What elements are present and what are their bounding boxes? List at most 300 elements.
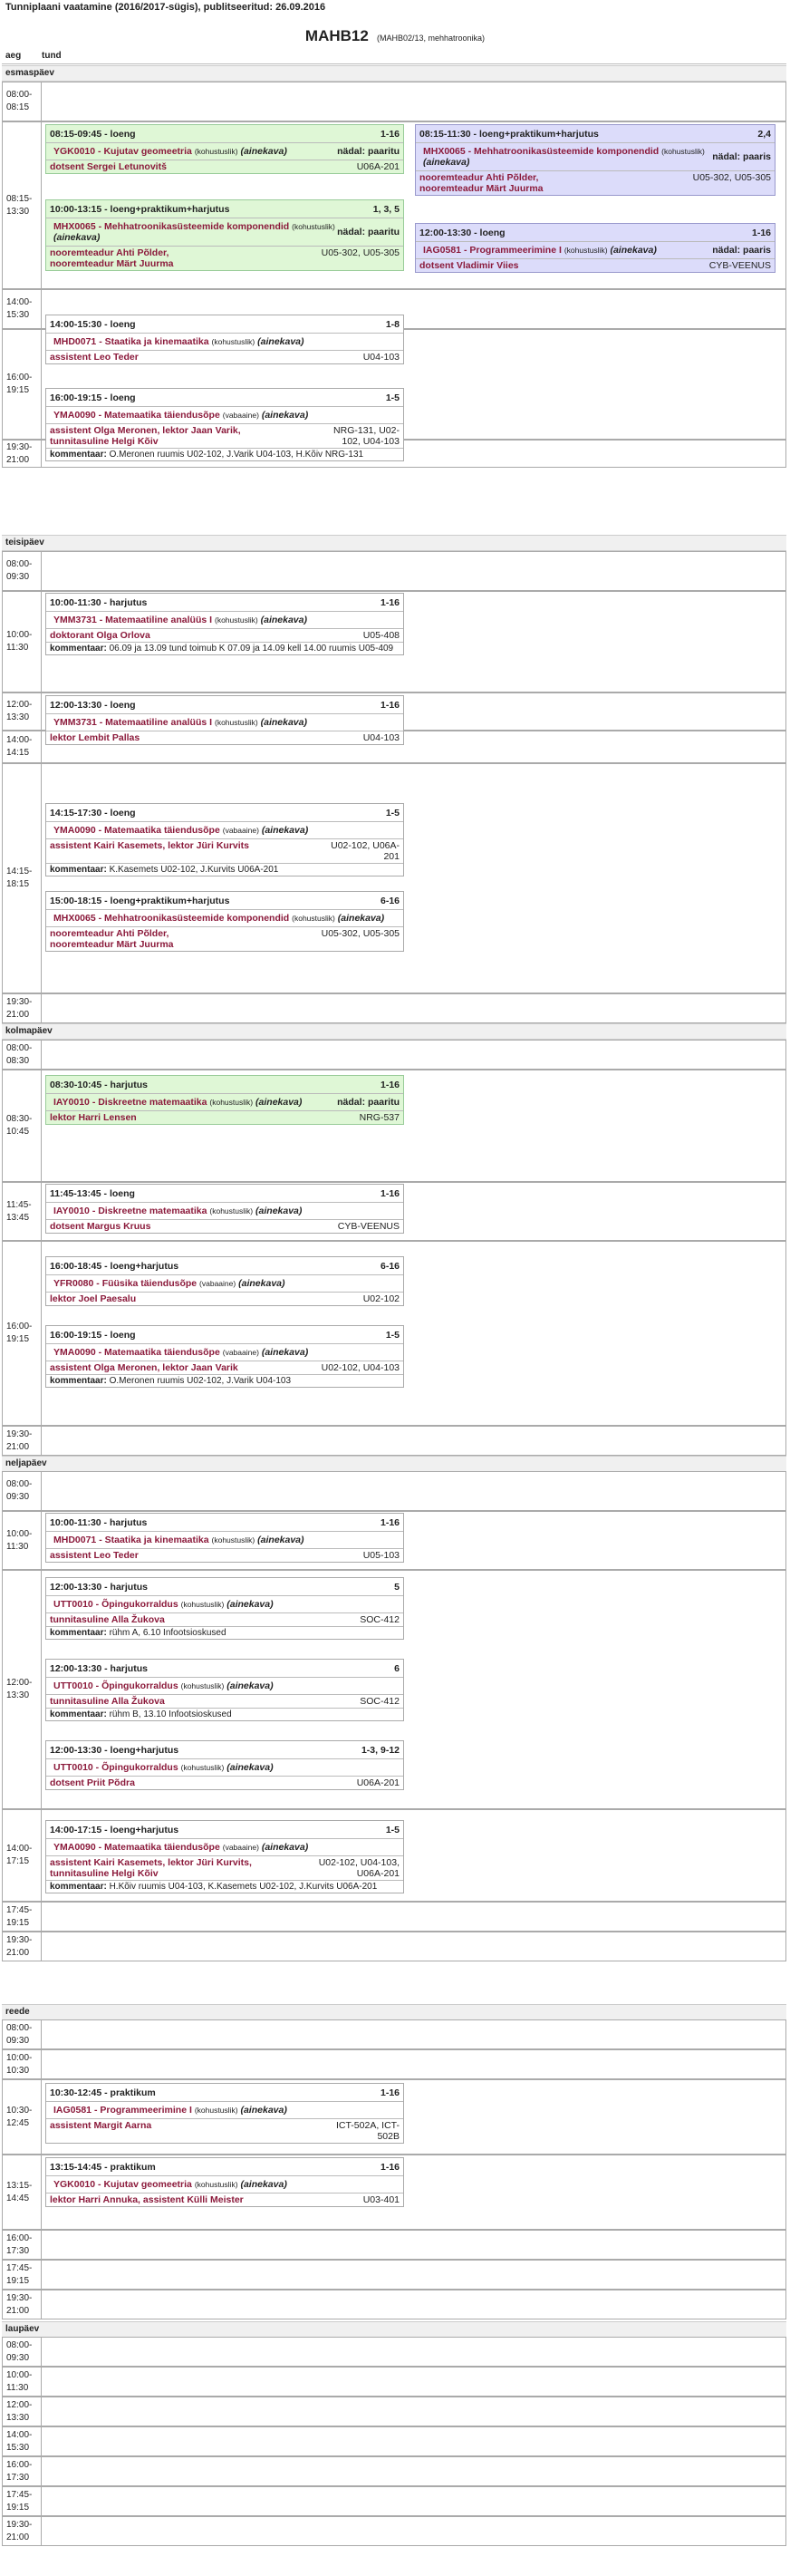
lesson-card[interactable]	[415, 223, 776, 273]
ainekava-link[interactable]: (ainekava)	[240, 2105, 287, 2116]
subject-type: (vabaaine)	[222, 1843, 259, 1852]
subject-link[interactable]	[419, 144, 712, 169]
teacher-link[interactable]: nooremteadur Märt Juurma	[50, 258, 174, 269]
time-slot: 12:00- 13:30	[2, 2397, 42, 2426]
time-slot: 16:00- 17:30	[2, 2230, 42, 2260]
ainekava-link[interactable]: (ainekava)	[260, 717, 307, 728]
lesson-weeks: 1-5	[385, 392, 400, 403]
comment-text: H.Kõiv ruumis U04-103, K.Kasemets U02-102, J.Kurvits U06A-201	[109, 1882, 378, 1892]
subject-type: (kohustuslik)	[564, 246, 608, 255]
time-slot: 10:00- 11:30	[2, 2367, 42, 2397]
group-subtitle: (MAHB02/13, mehhatroonika)	[377, 34, 486, 43]
subject-name[interactable]: MHD0071 - Staatika ja kinemaatika	[53, 1535, 212, 1545]
lesson-card[interactable]	[45, 1659, 404, 1721]
teacher-link[interactable]: assistent Kairi Kasemets, lektor Jüri Kurvits,	[50, 1857, 252, 1868]
subject-link[interactable]	[50, 334, 304, 349]
subject-type: (vabaaine)	[222, 826, 259, 835]
slot-cell	[42, 2426, 786, 2456]
subject-link[interactable]	[50, 219, 337, 245]
subject-row	[46, 714, 403, 731]
teacher-link[interactable]: nooremteadur Märt Juurma	[50, 939, 174, 950]
lesson-header	[46, 2084, 403, 2102]
week-parity: nädal: paaris	[712, 151, 771, 162]
lesson-time: 08:15-09:45 - loeng	[50, 128, 136, 140]
slot-cell	[42, 2367, 786, 2397]
subject-row	[46, 407, 403, 423]
lesson-card[interactable]	[45, 315, 404, 364]
time-slot: 14:00- 15:30	[2, 2426, 42, 2456]
room: SOC-412	[360, 1696, 400, 1707]
time-slot: 12:00- 13:30	[2, 692, 42, 731]
lesson-weeks: 1-16	[380, 1187, 400, 1199]
comment	[46, 1374, 403, 1387]
col-aeg: aeg	[5, 51, 22, 61]
subject-type: (kohustuslik)	[292, 914, 335, 923]
subject-row	[46, 334, 403, 350]
teacher-link[interactable]: assistent Margit Aarna	[50, 2120, 152, 2131]
subject-link[interactable]	[50, 144, 287, 159]
slot-cell	[42, 2230, 786, 2260]
teacher-link[interactable]: lektor Lembit Pallas	[50, 732, 140, 743]
subject-type: (vabaaine)	[199, 1279, 236, 1288]
comment-text: 06.09 ja 13.09 tund toimub K 07.09 ja 14.09 kell 14.00 ruumis U05-409	[109, 644, 394, 654]
lesson-header	[46, 315, 403, 334]
ainekava-link[interactable]: (ainekava)	[423, 157, 470, 168]
lesson-card[interactable]	[45, 124, 404, 174]
subject-link[interactable]	[50, 2177, 287, 2192]
lesson-time: 12:00-13:30 - harjutus	[50, 1662, 148, 1674]
subject-link[interactable]	[419, 243, 657, 257]
time-slot: 08:00- 08:15	[2, 82, 42, 121]
teacher-row	[46, 1855, 403, 1880]
lesson-card[interactable]	[45, 1513, 404, 1563]
lesson-time: 13:15-14:45 - praktikum	[50, 2161, 156, 2173]
subject-name[interactable]: YMM3731 - Matemaatiline analüüs I	[53, 717, 215, 728]
col-tund: tund	[42, 51, 62, 61]
ainekava-link[interactable]: (ainekava)	[260, 615, 307, 625]
lesson-card[interactable]	[45, 1577, 404, 1640]
teacher-link[interactable]: tunnitasuline Alla Žukova	[50, 1696, 165, 1707]
time-slot: 12:00- 13:30	[2, 1570, 42, 1809]
subject-name[interactable]: IAG0581 - Programmeerimine I	[423, 245, 564, 256]
lesson-card[interactable]	[45, 1740, 404, 1790]
time-slot: 08:00- 09:30	[2, 1471, 42, 1511]
room: U03-401	[362, 2194, 400, 2205]
teacher-link[interactable]: dotsent Vladimir Viies	[419, 260, 519, 271]
lesson-header	[46, 1578, 403, 1596]
ainekava-link[interactable]: (ainekava)	[226, 1680, 274, 1691]
lesson-time: 10:30-12:45 - praktikum	[50, 2087, 156, 2098]
day-header: kolmapäev	[2, 1023, 786, 1040]
week-parity: nädal: paaritu	[337, 146, 400, 157]
lesson-weeks: 1-16	[751, 227, 771, 238]
subject-name[interactable]: IAG0581 - Programmeerimine I	[53, 2105, 195, 2116]
subject-row	[46, 612, 403, 628]
subject-link[interactable]	[50, 1095, 302, 1109]
teacher-block	[50, 247, 174, 269]
teacher-block	[50, 1777, 135, 1788]
teacher-block	[50, 2194, 244, 2205]
comment-label: kommentaar:	[50, 644, 110, 654]
day-header: esmaspäev	[2, 65, 786, 82]
lesson-card[interactable]	[45, 1184, 404, 1234]
teacher-block	[50, 425, 241, 447]
ainekava-link[interactable]: (ainekava)	[255, 1206, 303, 1216]
time-slot: 19:30- 21:00	[2, 993, 42, 1023]
lesson-card[interactable]	[415, 124, 776, 196]
lesson-card[interactable]	[45, 2157, 404, 2207]
ainekava-link[interactable]: (ainekava)	[261, 1842, 309, 1853]
teacher-row	[46, 423, 403, 448]
lesson-weeks: 1-5	[385, 807, 400, 818]
time-slot: 19:30- 21:00	[2, 2290, 42, 2319]
lesson-weeks: 1-16	[380, 596, 400, 608]
teacher-block	[50, 928, 174, 950]
teacher-row	[46, 1361, 403, 1374]
teacher-link[interactable]: dotsent Sergei Letunovitš	[50, 161, 167, 172]
lesson-header	[46, 125, 403, 143]
subject-type: (vabaaine)	[222, 1348, 259, 1357]
lesson-weeks: 2,4	[757, 128, 771, 140]
lesson-card[interactable]	[45, 1075, 404, 1125]
subject-type: (kohustuslik)	[180, 1600, 225, 1609]
subject-link[interactable]	[50, 1840, 308, 1855]
slot-cell	[42, 2049, 786, 2079]
lesson-card[interactable]	[45, 695, 404, 745]
ainekava-link[interactable]: (ainekava)	[261, 410, 309, 421]
room: CYB-VEENUS	[337, 1221, 400, 1232]
lesson-header	[46, 1741, 403, 1759]
teacher-row	[46, 1548, 403, 1562]
time-slot: 10:00- 11:30	[2, 591, 42, 692]
comment-label: kommentaar:	[50, 865, 110, 875]
lesson-card[interactable]	[45, 1256, 404, 1306]
lesson-header	[46, 389, 403, 407]
ainekava-link[interactable]: (ainekava)	[240, 146, 287, 157]
week-parity: nädal: paaritu	[337, 227, 400, 237]
teacher-row	[416, 170, 775, 195]
subject-type: (kohustuslik)	[214, 718, 258, 727]
teacher-link[interactable]: assistent Leo Teder	[50, 352, 139, 363]
comment	[46, 1626, 403, 1639]
ainekava-link[interactable]: (ainekava)	[240, 2179, 287, 2190]
subject-type: (kohustuslik)	[661, 147, 705, 156]
lesson-header	[46, 1821, 403, 1839]
time-slot: 19:30- 21:00	[2, 1932, 42, 1961]
subject-name[interactable]: MHX0065 - Mehhatroonikasüsteemide komponendid	[423, 146, 662, 157]
subject-name[interactable]: YGK0010 - Kujutav geomeetria	[53, 2179, 195, 2190]
lesson-weeks: 1-5	[385, 1329, 400, 1341]
teacher-link[interactable]: assistent Leo Teder	[50, 1550, 139, 1561]
lesson-card[interactable]	[45, 593, 404, 655]
ainekava-link[interactable]: (ainekava)	[238, 1278, 285, 1289]
comment	[46, 1880, 403, 1893]
slot-cell	[42, 2486, 786, 2516]
lesson-weeks: 1-16	[380, 2087, 400, 2098]
header-divider	[2, 63, 786, 64]
subject-name[interactable]: MHD0071 - Staatika ja kinemaatika	[53, 336, 212, 347]
slot-cell	[42, 1426, 786, 1456]
ainekava-link[interactable]: (ainekava)	[610, 245, 657, 256]
slot-cell	[42, 2019, 786, 2049]
subject-link[interactable]	[50, 1679, 274, 1693]
comment-text: rühm A, 6.10 Infootsioskused	[109, 1628, 226, 1638]
slot-cell	[42, 2456, 786, 2486]
room: CYB-VEENUS	[708, 260, 771, 271]
subject-name[interactable]: MHX0065 - Mehhatroonikasüsteemide komponendid	[53, 913, 293, 924]
slot-cell	[42, 1040, 786, 1070]
subject-row	[46, 1344, 403, 1361]
lesson-header	[46, 696, 403, 714]
room: NRG-537	[359, 1112, 400, 1123]
subject-row	[416, 242, 775, 258]
subject-row	[46, 1094, 403, 1110]
subject-link[interactable]	[50, 2103, 287, 2117]
slot-cell	[42, 1471, 786, 1511]
teacher-link[interactable]: lektor Harri Lensen	[50, 1112, 137, 1123]
lesson-weeks: 6-16	[380, 895, 400, 906]
week-parity: nädal: paaris	[712, 245, 771, 256]
teacher-link[interactable]: nooremteadur Märt Juurma	[419, 183, 544, 194]
lesson-card[interactable]	[45, 803, 404, 876]
room: U04-103	[362, 732, 400, 743]
subject-link[interactable]	[50, 823, 308, 838]
subject-type: (kohustuslik)	[211, 1535, 255, 1545]
subject-row	[46, 1678, 403, 1694]
time-slot: 17:45- 19:15	[2, 1902, 42, 1932]
lesson-header	[46, 594, 403, 612]
lesson-time: 08:15-11:30 - loeng+praktikum+harjutus	[419, 128, 599, 140]
time-slot: 10:00- 11:30	[2, 1511, 42, 1570]
room: SOC-412	[360, 1614, 400, 1625]
teacher-link[interactable]: lektor Harri Annuka, assistent Külli Meister	[50, 2194, 244, 2205]
day-header: laupäev	[2, 2321, 786, 2338]
room: U06A-201	[356, 1777, 400, 1788]
subject-link[interactable]	[50, 1760, 274, 1775]
lesson-card[interactable]	[45, 388, 404, 461]
time-slot: 16:00- 19:15	[2, 1241, 42, 1426]
lesson-time: 14:00-17:15 - loeng+harjutus	[50, 1824, 179, 1835]
teacher-link[interactable]: dotsent Margus Kruus	[50, 1221, 151, 1232]
teacher-block	[50, 1696, 165, 1707]
lesson-time: 16:00-19:15 - loeng	[50, 392, 136, 403]
lesson-time: 14:15-17:30 - loeng	[50, 807, 136, 818]
comment-label: kommentaar:	[50, 1709, 110, 1719]
teacher-link[interactable]: assistent Kairi Kasemets, lektor Jüri Kurvits	[50, 840, 250, 851]
teacher-block	[50, 161, 167, 172]
page-header: Tunniplaani vaatamine (2016/2017-sügis), publitseeritud: 26.09.2016	[5, 2, 326, 13]
lesson-weeks: 1-5	[385, 1824, 400, 1835]
comment-label: kommentaar:	[50, 450, 110, 460]
teacher-link[interactable]: assistent Olga Meronen, lektor Jaan Varik	[50, 1362, 238, 1373]
subject-link[interactable]	[50, 911, 384, 925]
comment-text: rühm B, 13.10 Infootsioskused	[109, 1709, 232, 1719]
teacher-block	[50, 2120, 151, 2142]
teacher-link[interactable]: lektor Joel Paesalu	[50, 1293, 137, 1304]
subject-type: (kohustuslik)	[209, 1098, 254, 1107]
comment	[46, 1708, 403, 1720]
teacher-link[interactable]: nooremteadur Ahti Põlder,	[50, 247, 169, 258]
subject-link[interactable]	[50, 613, 307, 627]
subject-name[interactable]: IAY0010 - Diskreetne matemaatika	[53, 1206, 210, 1216]
teacher-link[interactable]: dotsent Priit Põdra	[50, 1777, 135, 1788]
teacher-block	[50, 1221, 150, 1232]
teacher-block	[50, 1293, 136, 1304]
lesson-header	[46, 2158, 403, 2176]
teacher-row	[46, 1292, 403, 1305]
room: U02-102, U04-103, U06A-201	[318, 1857, 400, 1879]
time-slot: 17:45- 19:15	[2, 2486, 42, 2516]
subject-link[interactable]	[50, 1597, 274, 1612]
page-title	[0, 27, 790, 45]
room: U05-103	[362, 1550, 400, 1561]
subject-name[interactable]: UTT0010 - Õpingukorraldus	[53, 1762, 181, 1773]
teacher-link[interactable]: doktorant Olga Orlova	[50, 630, 150, 641]
teacher-link[interactable]: nooremteadur Ahti Põlder,	[50, 928, 169, 939]
time-slot: 10:00- 10:30	[2, 2049, 42, 2079]
lesson-time: 16:00-18:45 - loeng+harjutus	[50, 1260, 179, 1272]
lesson-time: 10:00-11:30 - harjutus	[50, 1516, 148, 1528]
subject-link[interactable]	[50, 1276, 285, 1291]
comment	[46, 448, 403, 460]
slot-cell	[42, 2397, 786, 2426]
lesson-card[interactable]	[45, 2083, 404, 2144]
subject-row	[46, 1759, 403, 1776]
teacher-row	[46, 246, 403, 270]
ainekava-link[interactable]: (ainekava)	[226, 1599, 274, 1610]
slot-cell	[42, 1902, 786, 1932]
time-slot: 17:45- 19:15	[2, 2260, 42, 2290]
teacher-block	[50, 732, 140, 743]
lesson-weeks: 5	[394, 1581, 400, 1593]
room: ICT-502A, ICT-502B	[335, 2120, 400, 2142]
subject-link[interactable]	[50, 1345, 308, 1360]
comment-text: O.Meronen ruumis U02-102, J.Varik U04-103	[109, 1376, 292, 1386]
subject-row	[416, 143, 775, 170]
subject-type: (kohustuslik)	[180, 1681, 225, 1690]
subject-name[interactable]: IAY0010 - Diskreetne matemaatika	[53, 1097, 210, 1108]
subject-row	[46, 1532, 403, 1548]
subject-name[interactable]: YFR0080 - Füüsika täiendusõpe	[53, 1278, 200, 1289]
teacher-block	[50, 1550, 139, 1561]
subject-name[interactable]: UTT0010 - Õpingukorraldus	[53, 1680, 181, 1691]
teacher-link[interactable]: tunnitasuline Alla Žukova	[50, 1614, 165, 1625]
lesson-weeks: 1-16	[380, 1079, 400, 1090]
lesson-time: 10:00-13:15 - loeng+praktikum+harjutus	[50, 203, 230, 215]
ainekava-link[interactable]: (ainekava)	[261, 825, 309, 836]
time-slot: 19:30- 21:00	[2, 1426, 42, 1456]
lesson-weeks: 1-16	[380, 1516, 400, 1528]
lesson-header	[46, 1076, 403, 1094]
lesson-card[interactable]	[45, 1325, 404, 1388]
time-slot: 14:15- 18:15	[2, 763, 42, 993]
subject-type: (kohustuslik)	[194, 147, 238, 156]
day-header: teisipäev	[2, 535, 786, 551]
subject-link[interactable]	[50, 1204, 302, 1218]
ainekava-link[interactable]: (ainekava)	[261, 1347, 309, 1358]
ainekava-link[interactable]: (ainekava)	[53, 232, 101, 243]
teacher-row	[46, 628, 403, 642]
lesson-time: 16:00-19:15 - loeng	[50, 1329, 136, 1341]
room: U05-408	[362, 630, 400, 641]
lesson-weeks: 1-16	[380, 699, 400, 711]
lesson-weeks: 1-16	[380, 128, 400, 140]
subject-row	[46, 2102, 403, 2118]
lesson-card[interactable]	[45, 891, 404, 952]
slot-cell	[42, 551, 786, 591]
lesson-card[interactable]	[45, 1820, 404, 1893]
slot-cell	[42, 82, 786, 121]
teacher-row	[416, 258, 775, 272]
teacher-block	[50, 1614, 165, 1625]
teacher-link[interactable]: assistent Olga Meronen, lektor Jaan Varik,	[50, 425, 241, 436]
teacher-row	[46, 1694, 403, 1708]
subject-name[interactable]: YMA0090 - Matemaatika täiendusõpe	[53, 1842, 223, 1853]
subject-name[interactable]: YMA0090 - Matemaatika täiendusõpe	[53, 1347, 223, 1358]
subject-row	[46, 2176, 403, 2193]
lesson-time: 10:00-11:30 - harjutus	[50, 596, 148, 608]
comment-label: kommentaar:	[50, 1376, 110, 1386]
lesson-header	[46, 1514, 403, 1532]
ainekava-link[interactable]: (ainekava)	[257, 1535, 304, 1545]
lesson-time: 12:00-13:30 - loeng	[419, 227, 506, 238]
subject-type: (kohustuslik)	[194, 2106, 238, 2115]
lesson-weeks: 6	[394, 1662, 400, 1674]
time-slot: 13:15- 14:45	[2, 2155, 42, 2230]
day-header: reede	[2, 2004, 786, 2020]
ainekava-link[interactable]: (ainekava)	[257, 336, 304, 347]
subject-type: (kohustuslik)	[214, 615, 258, 625]
subject-link[interactable]	[50, 715, 307, 730]
teacher-link[interactable]: nooremteadur Ahti Põlder,	[419, 172, 539, 183]
subject-link[interactable]	[50, 1533, 304, 1547]
comment-text: O.Meronen ruumis U02-102, J.Varik U04-103, H.Kõiv NRG-131	[109, 450, 364, 460]
room: U05-302, U05-305	[321, 247, 400, 258]
teacher-link[interactable]: tunnitasuline Helgi Kõiv	[50, 1868, 159, 1879]
ainekava-link[interactable]: (ainekava)	[337, 913, 385, 924]
comment	[46, 642, 403, 654]
subject-row	[46, 1203, 403, 1219]
teacher-link[interactable]: tunnitasuline Helgi Kõiv	[50, 436, 159, 447]
teacher-row	[46, 731, 403, 744]
subject-name[interactable]: YMA0090 - Matemaatika täiendusõpe	[53, 410, 223, 421]
lesson-card[interactable]	[45, 199, 404, 271]
subject-name[interactable]: MHX0065 - Mehhatroonikasüsteemide komponendid	[53, 221, 293, 232]
subject-name[interactable]: YMM3731 - Matemaatiline analüüs I	[53, 615, 215, 625]
subject-type: (vabaaine)	[222, 411, 259, 420]
lesson-time: 08:30-10:45 - harjutus	[50, 1079, 148, 1090]
teacher-row	[46, 1219, 403, 1233]
lesson-weeks: 6-16	[380, 1260, 400, 1272]
teacher-row	[46, 350, 403, 363]
comment-text: K.Kasemets U02-102, J.Kurvits U06A-201	[109, 865, 279, 875]
ainekava-link[interactable]: (ainekava)	[255, 1097, 303, 1108]
subject-name[interactable]: YMA0090 - Matemaatika täiendusõpe	[53, 825, 223, 836]
teacher-block	[50, 840, 249, 862]
time-slot: 08:00- 08:30	[2, 1040, 42, 1070]
subject-name[interactable]: YGK0010 - Kujutav geomeetria	[53, 146, 195, 157]
slot-cell	[42, 2290, 786, 2319]
teacher-block	[419, 260, 519, 271]
lesson-time: 12:00-13:30 - loeng	[50, 699, 136, 711]
teacher-row	[46, 1110, 403, 1124]
subject-name[interactable]: UTT0010 - Õpingukorraldus	[53, 1599, 181, 1610]
subject-link[interactable]	[50, 408, 308, 422]
teacher-row	[46, 2193, 403, 2206]
group-code: MAHB12	[304, 27, 369, 44]
ainekava-link[interactable]: (ainekava)	[226, 1762, 274, 1773]
lesson-weeks: 1, 3, 5	[372, 203, 400, 215]
